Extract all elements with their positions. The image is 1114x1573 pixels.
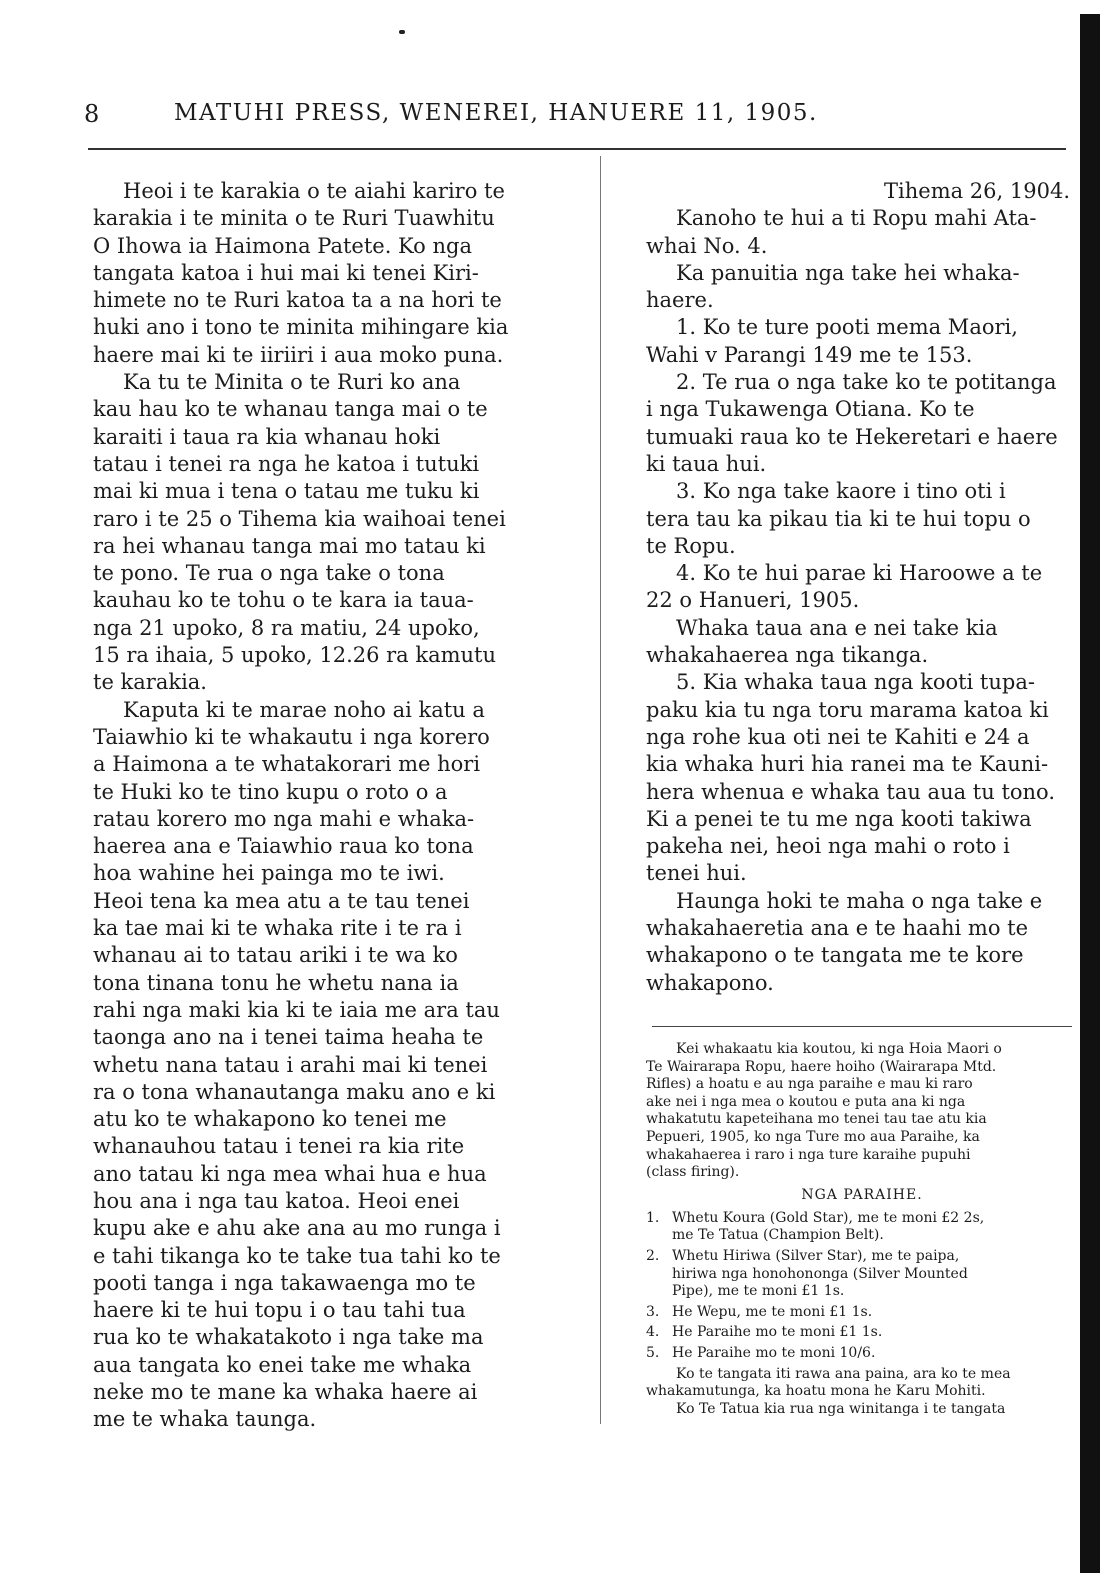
- paragraph: [93, 369, 559, 697]
- notice-rule: [652, 1026, 1072, 1027]
- text-line: me te whaka taunga.: [93, 1407, 317, 1432]
- text-line: ratau korero mo nga mahi e whaka-: [93, 806, 475, 831]
- text-line: tatau i tenei ra nga he katoa i tutuki: [93, 451, 480, 476]
- text-line: Pepueri, 1905, ko nga Ture mo aua Paraihe, ka: [646, 1128, 980, 1145]
- text-line: rahi nga maki kia ki te iaia me ara tau: [93, 997, 500, 1022]
- page-header: [84, 100, 1064, 132]
- text-line: Wahi v Parangi 149 me te 153.: [646, 342, 973, 367]
- text-line: kia whaka huri hia ranei ma te Kauni-: [646, 752, 1049, 777]
- text-line: 4. Ko te hui parae ki Haroowe a te: [676, 561, 1043, 586]
- prize-notice: [646, 1041, 1078, 1418]
- text-line: pakeha nei, heoi nga mahi o roto i: [646, 834, 1010, 859]
- text-line: ake nei i nga mea o koutou e puta ana ki nga: [646, 1093, 966, 1110]
- text-line: 15 ra ihaia, 5 upoko, 12.26 ra kamutu: [93, 643, 497, 668]
- paragraph: [646, 260, 1078, 315]
- text-line: haere mai ki te iiriiri i aua moko puna.: [93, 342, 504, 367]
- item-number: 4.: [646, 1324, 660, 1341]
- paragraph: [646, 369, 1078, 478]
- text-line: Kei whakaatu kia koutou, ki nga Hoia Maori o: [676, 1041, 1002, 1057]
- paragraph: [646, 478, 1078, 560]
- text-line: O Ihowa ia Haimona Patete. Ko nga: [93, 233, 472, 258]
- text-line: me Te Tatua (Champion Belt).: [672, 1227, 884, 1244]
- prize-item: [646, 1345, 1078, 1363]
- paragraph: [646, 205, 1078, 260]
- prize-item: [646, 1304, 1078, 1322]
- text-line: haerea ana e Taiawhio raua ko tona: [93, 834, 474, 859]
- text-line: haere.: [646, 288, 714, 313]
- text-line: Whaka taua ana e nei take kia: [676, 615, 998, 640]
- text-line: paku kia tu nga toru marama katoa ki: [646, 697, 1049, 722]
- text-line: Ko te tangata iti rawa ana paina, ara ko te mea: [676, 1365, 1011, 1382]
- text-line: whakahaerea i raro i nga ture karaihe pupuhi: [646, 1146, 971, 1163]
- text-line: ano tatau ki nga mea whai hua e hua: [93, 1161, 487, 1186]
- text-line: Haunga hoki te maha o nga take e: [676, 888, 1043, 913]
- text-line: whakahaerea nga tikanga.: [646, 643, 929, 668]
- text-line: Ka panuitia nga take hei whaka-: [676, 260, 1020, 285]
- item-number: 2.: [646, 1247, 660, 1264]
- item-number: 1.: [646, 1209, 660, 1226]
- text-line: Heoi tena ka mea atu a te tau tenei: [93, 888, 470, 913]
- text-line: te Huki ko te tino kupu o roto o a: [93, 779, 448, 804]
- text-line: atu ko te whakapono ko tenei me: [93, 1107, 447, 1132]
- paragraph: [93, 178, 559, 369]
- text-line: 5. Kia whaka taua nga kooti tupa-: [676, 670, 1035, 695]
- text-line: a Haimona a te whatakorari me hori: [93, 752, 481, 777]
- paragraph: [646, 560, 1078, 615]
- text-line: nga 21 upoko, 8 ra matiu, 24 upoko,: [93, 615, 480, 640]
- prize-item: [646, 1324, 1078, 1342]
- running-head: MATUHI PRESS, WENEREI, HANUERE 11, 1905.: [174, 100, 818, 126]
- text-line: hoa wahine hei painga mo te iwi.: [93, 861, 445, 886]
- text-line: He Paraihe mo te moni 10/6.: [672, 1344, 876, 1361]
- prize-item: [646, 1210, 1078, 1245]
- text-line: karaiti i taua ra kia whanau hoki: [93, 424, 441, 449]
- text-line: Pipe), me te moni £1 1s.: [672, 1283, 845, 1300]
- text-line: He Paraihe mo te moni £1 1s.: [672, 1324, 883, 1341]
- right-column: [646, 178, 1078, 997]
- text-line: whakapono o te tangata me te kore: [646, 943, 1024, 968]
- notice-intro: [646, 1041, 1078, 1182]
- text-line: hera whenua e whaka tau aua tu tono.: [646, 779, 1055, 804]
- text-line: tona tinana tonu he whetu nana ia: [93, 970, 459, 995]
- paragraph: [646, 669, 1078, 887]
- column-rule: [600, 156, 601, 1424]
- text-line: whakamutunga, ka hoatu mona he Karu Mohiti.: [646, 1383, 986, 1400]
- text-line: hiriwa nga honohononga (Silver Mounted: [672, 1265, 968, 1282]
- header-rule: [88, 148, 1066, 150]
- text-line: ki taua hui.: [646, 451, 767, 476]
- text-line: Rifles) a hoatu e au nga paraihe e mau ki raro: [646, 1076, 973, 1093]
- text-line: whai No. 4.: [646, 233, 768, 258]
- notice-closing: [646, 1366, 1078, 1419]
- item-number: 5.: [646, 1344, 660, 1361]
- text-line: nga rohe kua oti nei te Kahiti e 24 a: [646, 724, 1030, 749]
- text-line: huki ano i tono te minita mihingare kia: [93, 315, 509, 340]
- prize-item: [646, 1248, 1078, 1301]
- text-line: 22 o Hanueri, 1905.: [646, 588, 860, 613]
- text-line: tumuaki raua ko te Hekeretari e haere: [646, 424, 1058, 449]
- paragraph: [646, 888, 1078, 997]
- text-line: ra hei whanau tanga mai mo tatau ki: [93, 533, 486, 558]
- page-number: 8: [84, 100, 100, 128]
- text-line: 2. Te rua o nga take ko te potitanga: [676, 370, 1057, 395]
- text-line: 1. Ko te ture pooti mema Maori,: [676, 315, 1018, 340]
- text-line: (class firing).: [646, 1164, 740, 1181]
- paragraph: [646, 615, 1078, 670]
- text-line: himete no te Ruri katoa ta a na hori te: [93, 288, 502, 313]
- text-line: Ko Te Tatua kia rua nga winitanga i te tangata: [676, 1400, 1006, 1417]
- text-line: pooti tanga i nga takawaenga mo te: [93, 1270, 476, 1295]
- text-line: kupu ake e ahu ake ana au mo runga i: [93, 1216, 501, 1241]
- text-line: te pono. Te rua o nga take o tona: [93, 561, 445, 586]
- text-line: whanau ai to tatau ariki i te wa ko: [93, 943, 458, 968]
- text-line: Te Wairarapa Ropu, haere hoiho (Wairarapa Mtd.: [646, 1058, 997, 1075]
- text-line: whakahaeretia ana e te haahi mo te: [646, 916, 1029, 941]
- text-line: 3. Ko nga take kaore i tino oti i: [676, 479, 1006, 504]
- notice-heading: NGA PARAIHE.: [801, 1186, 923, 1203]
- text-line: ra o tona whanautanga maku ano e ki: [93, 1079, 496, 1104]
- text-line: Whetu Hiriwa (Silver Star), me te paipa,: [672, 1247, 960, 1264]
- text-line: tera tau ka pikau tia ki te hui topu o: [646, 506, 1031, 531]
- text-line: Kanoho te hui a ti Ropu mahi Ata-: [676, 206, 1037, 231]
- text-line: Taiawhio ki te whakautu i nga korero: [93, 724, 490, 749]
- text-line: whakatutu kapeteihana mo tenei tau tae atu kia: [646, 1111, 987, 1128]
- text-line: tenei hui.: [646, 861, 747, 886]
- text-line: whanauhou tatau i tenei ra kia rite: [93, 1134, 465, 1159]
- text-line: ka tae mai ki te whaka rite i te ra i: [93, 916, 462, 941]
- paragraph: [93, 697, 559, 1434]
- text-line: neke mo te mane ka whaka haere ai: [93, 1380, 478, 1405]
- text-line: Ki a penei te tu me nga kooti takiwa: [646, 806, 1032, 831]
- left-column: [93, 178, 559, 1434]
- page-edge-shadow: [1080, 14, 1100, 1573]
- text-line: te karakia.: [93, 670, 207, 695]
- text-line: rua ko te whakatakoto i nga take ma: [93, 1325, 484, 1350]
- text-line: He Wepu, me te moni £1 1s.: [672, 1303, 873, 1320]
- date-line: Tihema 26, 1904.: [884, 179, 1070, 203]
- text-line: kau hau ko te whanau tanga mai o te: [93, 397, 488, 422]
- text-line: mai ki mua i tena o tatau me tuku ki: [93, 479, 480, 504]
- text-line: Whetu Koura (Gold Star), me te moni £2 2s,: [672, 1209, 985, 1226]
- text-line: Heoi i te karakia o te aiahi kariro te: [123, 179, 505, 203]
- text-line: i nga Tukawenga Otiana. Ko te: [646, 397, 975, 422]
- text-line: haere ki te hui topu i o tau tahi tua: [93, 1298, 466, 1323]
- text-line: karakia i te minita o te Ruri Tuawhitu: [93, 206, 495, 231]
- text-line: te Ropu.: [646, 533, 736, 558]
- item-number: 3.: [646, 1303, 660, 1320]
- text-line: taonga ano na i tenei taima heaha te: [93, 1025, 484, 1050]
- text-line: Kaputa ki te marae noho ai katu a: [123, 697, 485, 722]
- text-line: e tahi tikanga ko te take tua tahi ko te: [93, 1243, 501, 1268]
- text-line: kauhau ko te tohu o te kara ia taua-: [93, 588, 474, 613]
- text-line: Ka tu te Minita o te Ruri ko ana: [123, 370, 461, 395]
- text-line: hou ana i nga tau katoa. Heoi enei: [93, 1188, 460, 1213]
- text-line: tangata katoa i hui mai ki tenei Kiri-: [93, 260, 479, 285]
- ink-speck: [399, 30, 405, 34]
- text-line: raro i te 25 o Tihema kia waihoai tenei: [93, 506, 506, 531]
- paragraph: [646, 314, 1078, 369]
- text-line: whakapono.: [646, 970, 774, 995]
- text-line: whetu nana tatau i arahi mai ki tenei: [93, 1052, 488, 1077]
- text-line: aua tangata ko enei take me whaka: [93, 1352, 472, 1377]
